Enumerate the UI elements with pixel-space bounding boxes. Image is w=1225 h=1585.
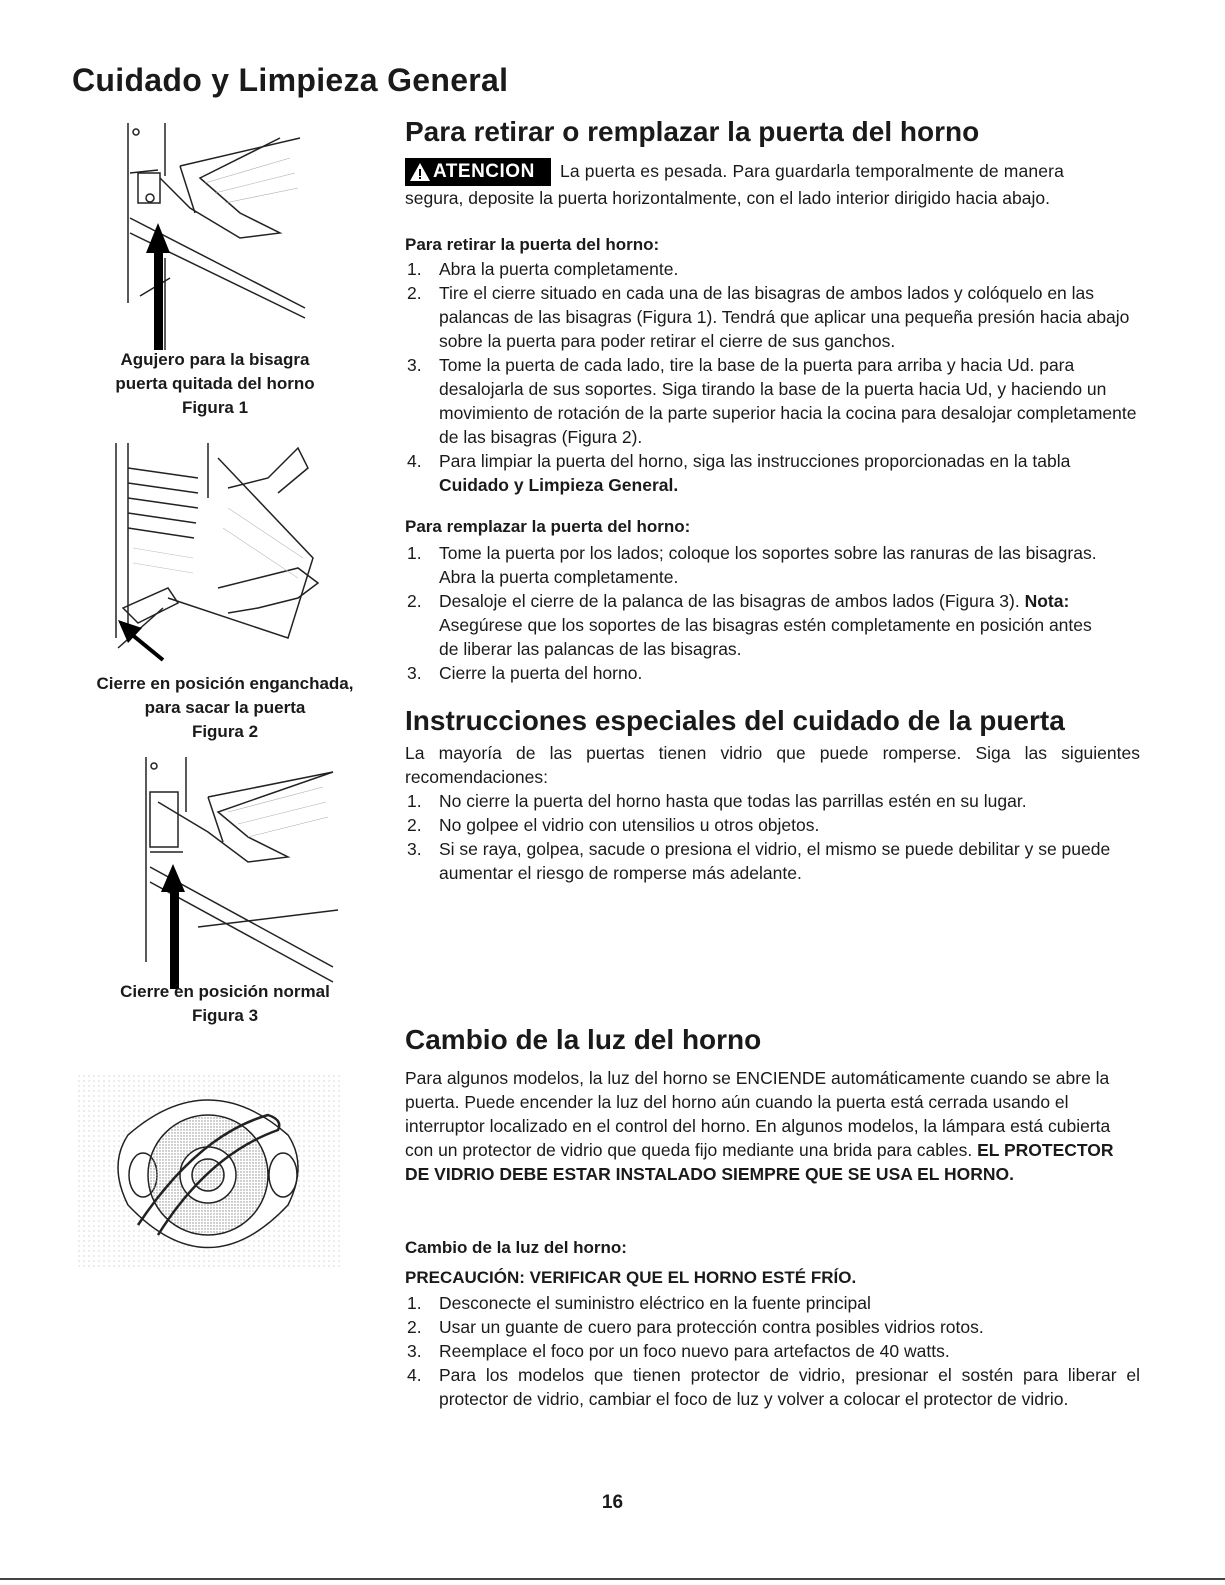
warning-badge	[405, 158, 551, 186]
figure-3-caption-line-2: Figura 3	[191, 1006, 259, 1025]
figure-2-caption	[60, 672, 390, 744]
warning-triangle-icon	[409, 161, 431, 183]
figure-3-caption-line-1: Cierre en posición normal	[120, 982, 330, 1001]
list-item: 3. Tome la puerta de cada lado, tire la base de la puerta para arriba y hacia Ud. para desalojarla de sus soportes. Siga tirando la base de la puerta hacia Ud, y haciendo un movimiento de rotación de la parte superior hacia la cocina para desalojar completamente de las bisagras (Figura 2).	[407, 355, 1137, 447]
special-care-steps	[405, 789, 1140, 885]
light-change-steps	[405, 1291, 1140, 1411]
light-intro: Para algunos modelos, la luz del horno se ENCIENDE automáticamente cuando se abre la puerta. Puede encender la luz del horno aún cuando la puerta está cerrada usando el interruptor localizado en el control del horno. En algunos modelos, la lámpara está cubierta con un protector de vidrio que queda fijo mediante una brida para cables. EL PROTECTOR DE VIDRIO DEBE ESTAR INSTALADO SIEMPRE QUE SE USA EL HORNO.	[405, 1068, 1114, 1184]
light-intro-warning: EL PROTECTOR DE VIDRIO DEBE ESTAR INSTALADO SIEMPRE QUE SE USA EL HORNO.	[405, 1140, 1114, 1184]
figure-1-hinge-illustration	[120, 118, 315, 350]
care-table-reference: Cuidado y Limpieza General.	[439, 475, 679, 495]
light-section-heading: Cambio de la luz del horno	[405, 1024, 762, 1055]
warning-text-line-2: segura, deposite la puerta horizontalmente, con el lado interior dirigido hacia abajo.	[405, 188, 1050, 208]
list-item: 1. Abra la puerta completamente.	[407, 259, 679, 279]
figure-1-caption-line-3: Figura 1	[181, 398, 249, 417]
special-care-intro: La mayoría de las puertas tienen vidrio que puede romperse. Siga las siguientes recomendaciones:	[405, 743, 1140, 787]
list-item: 4. Para los modelos que tienen protector de vidrio, presionar el sostén para liberar el protector de vidrio, cambiar el foco de luz y volver a colocar el protector de vidrio.	[407, 1365, 1140, 1409]
warning-label: ATENCION	[433, 161, 535, 182]
light-change-heading: Cambio de la luz del horno:	[405, 1238, 627, 1257]
figure-1-caption-line-2: puerta quitada del horno	[115, 374, 315, 393]
list-item: 4. Para limpiar la puerta del horno, siga las instrucciones proporcionadas en la tabla Cuidado y Limpieza General.	[407, 451, 1071, 495]
remove-door-heading: Para retirar la puerta del horno:	[405, 235, 660, 254]
list-item: 3. Cierre la puerta del horno.	[407, 663, 643, 683]
list-item: 2. Desaloje el cierre de la palanca de las bisagras de ambos lados (Figura 3). Nota: Asegúrese que los soportes de las bisagras estén completamente en posición antes de liberar las palancas de las bisagras.	[407, 591, 1092, 659]
list-item: 1. Tome la puerta por los lados; coloque los soportes sobre las ranuras de las bisagras. Abra la puerta completamente.	[407, 543, 1097, 587]
replace-door-heading: Para remplazar la puerta del horno:	[405, 517, 691, 536]
oven-light-illustration	[78, 1075, 343, 1270]
caution-text: PRECAUCIÓN: VERIFICAR QUE EL HORNO ESTÉ FRÍO.	[405, 1268, 857, 1287]
list-item: 1. No cierre la puerta del horno hasta que todas las parrillas estén en su lugar.	[407, 791, 1027, 811]
figure-2-door-removal-illustration	[108, 438, 323, 670]
figure-3-hinge-normal-illustration	[138, 752, 343, 992]
list-item: 3. Reemplace el foco por un foco nuevo para artefactos de 40 watts.	[407, 1341, 950, 1361]
list-item: 3. Si se raya, golpea, sacude o presiona el vidrio, el mismo se puede debilitar y se puede aumentar el riesgo de romperse más adelante.	[407, 839, 1111, 883]
figure-2-caption-line-1: Cierre en posición enganchada,	[96, 674, 354, 693]
remove-door-steps	[405, 257, 1140, 497]
page-title: Cuidado y Limpieza General	[72, 62, 509, 98]
door-section-heading: Para retirar o remplazar la puerta del horno	[405, 116, 980, 147]
list-item: 2. No golpee el vidrio con utensilios u otros objetos.	[407, 815, 820, 835]
figure-1-caption-line-1: Agujero para la bisagra	[120, 350, 310, 369]
bottom-rule	[0, 1578, 1225, 1580]
note-label: Nota:	[1024, 591, 1070, 611]
warning-text-line-1: La puerta es pesada. Para guardarla temporalmente de manera	[560, 161, 1065, 181]
figure-2-caption-line-2: para sacar la puerta	[144, 698, 306, 717]
figure-1-caption	[70, 348, 360, 420]
list-item: 2. Tire el cierre situado en cada una de las bisagras de ambos lados y colóquelo en las palancas de las bisagras (Figura 1). Tendrá que aplicar una pequeña presión hacia abajo sobre la puerta para poder retirar el cierre de sus ganchos.	[407, 283, 1130, 351]
figure-2-caption-line-3: Figura 2	[191, 722, 259, 741]
list-item: 2. Usar un guante de cuero para protección contra posibles vidrios rotos.	[407, 1317, 984, 1337]
replace-door-steps	[405, 541, 1105, 685]
page-number: 16	[601, 1492, 624, 1513]
figure-3-caption	[70, 980, 380, 1028]
list-item: 1. Desconecte el suministro eléctrico en la fuente principal	[407, 1293, 871, 1313]
special-care-heading: Instrucciones especiales del cuidado de la puerta	[405, 705, 1065, 736]
